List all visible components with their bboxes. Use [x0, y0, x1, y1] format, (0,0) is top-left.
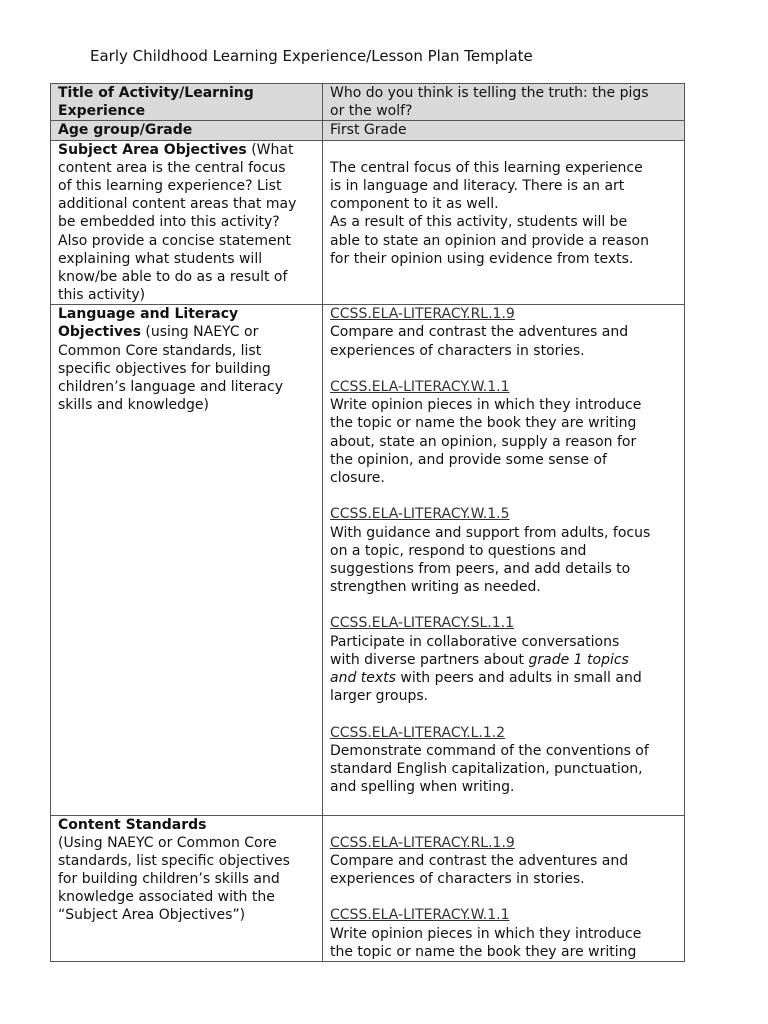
standard-item-rl-1-9 — [330, 834, 680, 852]
text-run-italic: grade 1 topics — [528, 651, 629, 668]
value-line: is in language and literacy. There is an art — [330, 177, 625, 194]
label-line: additional content areas that may — [58, 196, 297, 213]
value-cell-age-group — [323, 121, 685, 140]
value-line: As a result of this activity, students will be — [330, 214, 628, 231]
label-line: knowledge associated with the — [58, 889, 275, 906]
label-cell-subject-area — [51, 140, 323, 305]
standard-text: experiences of characters in stories. — [330, 342, 585, 359]
standard-text: Demonstrate command of the conventions of — [330, 742, 649, 759]
label-line-first — [58, 141, 318, 159]
value-line: Who do you think is telling the truth: the pigs — [330, 85, 649, 101]
label-rest: (What — [246, 141, 294, 158]
label-cell-title-activity — [51, 84, 323, 121]
standard-text: closure. — [330, 469, 385, 486]
label-line: explaining what students will — [58, 250, 263, 267]
label-cell-age-group — [51, 121, 323, 140]
standard-text: Write opinion pieces in which they introduce — [330, 925, 642, 942]
standard-text: Compare and contrast the adventures and — [330, 852, 629, 869]
label-line: this activity) — [58, 287, 146, 304]
lesson-plan-table — [50, 83, 685, 962]
label-line: skills and knowledge) — [58, 397, 209, 414]
spacer — [330, 141, 680, 159]
standard-link[interactable]: CCSS.ELA-LITERACY.W.1.1 — [330, 907, 510, 924]
spacer — [330, 487, 680, 505]
standard-text: about, state an opinion, supply a reason for — [330, 433, 637, 450]
spacer — [330, 888, 680, 906]
label-line: Experience — [58, 103, 146, 120]
text-run: with peers and adults in small and — [395, 670, 642, 686]
standard-item-w-1-1 — [330, 378, 680, 396]
label-line: Common Core standards, list — [58, 342, 262, 359]
label-line: children’s language and literacy — [58, 379, 283, 395]
standard-text: Participate in collaborative conversations — [330, 633, 620, 650]
standard-link[interactable]: CCSS.ELA-LITERACY.L.1.2 — [330, 724, 506, 741]
label-line: Title of Activity/Learning — [58, 85, 254, 101]
label-line: specific objectives for building — [58, 360, 271, 377]
label-line: Age group/Grade — [58, 122, 193, 139]
standard-text: on a topic, respond to questions and — [330, 542, 587, 559]
standard-text-mixed — [330, 669, 680, 687]
label-line: be embedded into this activity? — [58, 214, 280, 231]
label-line: Content Standards — [58, 816, 207, 833]
standard-text: With guidance and support from adults, focus — [330, 524, 651, 541]
label-line: Language and Literacy — [58, 306, 239, 323]
value-cell-content-standards — [323, 815, 685, 962]
value-line: for their opinion using evidence from texts. — [330, 250, 634, 267]
label-line: “Subject Area Objectives”) — [58, 907, 246, 924]
standard-text: and spelling when writing. — [330, 779, 515, 796]
label-line: (Using NAEYC or Common Core — [58, 834, 277, 851]
spacer — [330, 816, 680, 834]
standard-text-mixed — [330, 651, 680, 669]
document-title: Early Childhood Learning Experience/Lesson Plan Template — [90, 47, 533, 65]
label-bold: Objectives — [58, 324, 141, 341]
standard-item-rl-1-9 — [330, 305, 680, 323]
label-line: of this learning experience? List — [58, 177, 282, 194]
standard-link[interactable]: CCSS.ELA-LITERACY.W.1.1 — [330, 379, 510, 395]
label-line: content area is the central focus — [58, 159, 286, 176]
value-line: component to it as well. — [330, 196, 499, 213]
standard-item-sl-1-1 — [330, 614, 680, 632]
standard-text: strengthen writing as needed. — [330, 579, 541, 596]
spacer — [330, 796, 680, 814]
standard-text: standard English capitalization, punctuation, — [330, 760, 643, 777]
value-line: or the wolf? — [330, 103, 413, 120]
standard-text: the topic or name the book they are writing — [330, 943, 637, 960]
value-cell-language-literacy — [323, 305, 685, 815]
standard-link[interactable]: CCSS.ELA-LITERACY.W.1.5 — [330, 506, 510, 523]
standard-text: experiences of characters in stories. — [330, 871, 585, 888]
spacer — [330, 596, 680, 614]
standard-text: Write opinion pieces in which they introduce — [330, 397, 642, 414]
spacer — [330, 360, 680, 378]
row-age-group — [51, 121, 685, 140]
label-line: standards, list specific objectives — [58, 852, 290, 869]
standard-item-l-1-2 — [330, 724, 680, 742]
value-cell-title-activity — [323, 84, 685, 121]
text-run-italic: and texts — [330, 670, 396, 686]
label-cell-language-literacy — [51, 305, 323, 815]
label-rest: (using NAEYC or — [140, 324, 259, 341]
standard-text: larger groups. — [330, 688, 429, 705]
value-line: First Grade — [330, 122, 407, 139]
standard-text: the opinion, and provide some sense of — [330, 451, 607, 468]
standard-text: suggestions from peers, and add details to — [330, 560, 631, 577]
label-line: for building children’s skills and — [58, 871, 280, 888]
standard-text: the topic or name the book they are writing — [330, 415, 637, 432]
value-line: The central focus of this learning experience — [330, 159, 643, 176]
standard-item-w-1-1 — [330, 906, 680, 924]
row-title-activity — [51, 84, 685, 121]
standard-text: Compare and contrast the adventures and — [330, 324, 629, 341]
value-cell-subject-area — [323, 140, 685, 305]
label-cell-content-standards — [51, 815, 323, 962]
standard-link[interactable]: CCSS.ELA-LITERACY.RL.1.9 — [330, 306, 515, 323]
label-bold: Subject Area Objectives — [58, 141, 247, 158]
standard-item-w-1-5 — [330, 505, 680, 523]
text-run: with diverse partners about — [330, 651, 529, 668]
row-subject-area — [51, 140, 685, 305]
row-language-literacy — [51, 305, 685, 815]
standard-link[interactable]: CCSS.ELA-LITERACY.SL.1.1 — [330, 615, 514, 632]
row-content-standards — [51, 815, 685, 962]
spacer — [330, 705, 680, 723]
label-line: know/be able to do as a result of — [58, 268, 288, 285]
value-line: able to state an opinion and provide a reason — [330, 232, 649, 249]
label-line: Also provide a concise statement — [58, 232, 291, 249]
label-line-mixed — [58, 323, 318, 341]
standard-link[interactable]: CCSS.ELA-LITERACY.RL.1.9 — [330, 834, 515, 851]
